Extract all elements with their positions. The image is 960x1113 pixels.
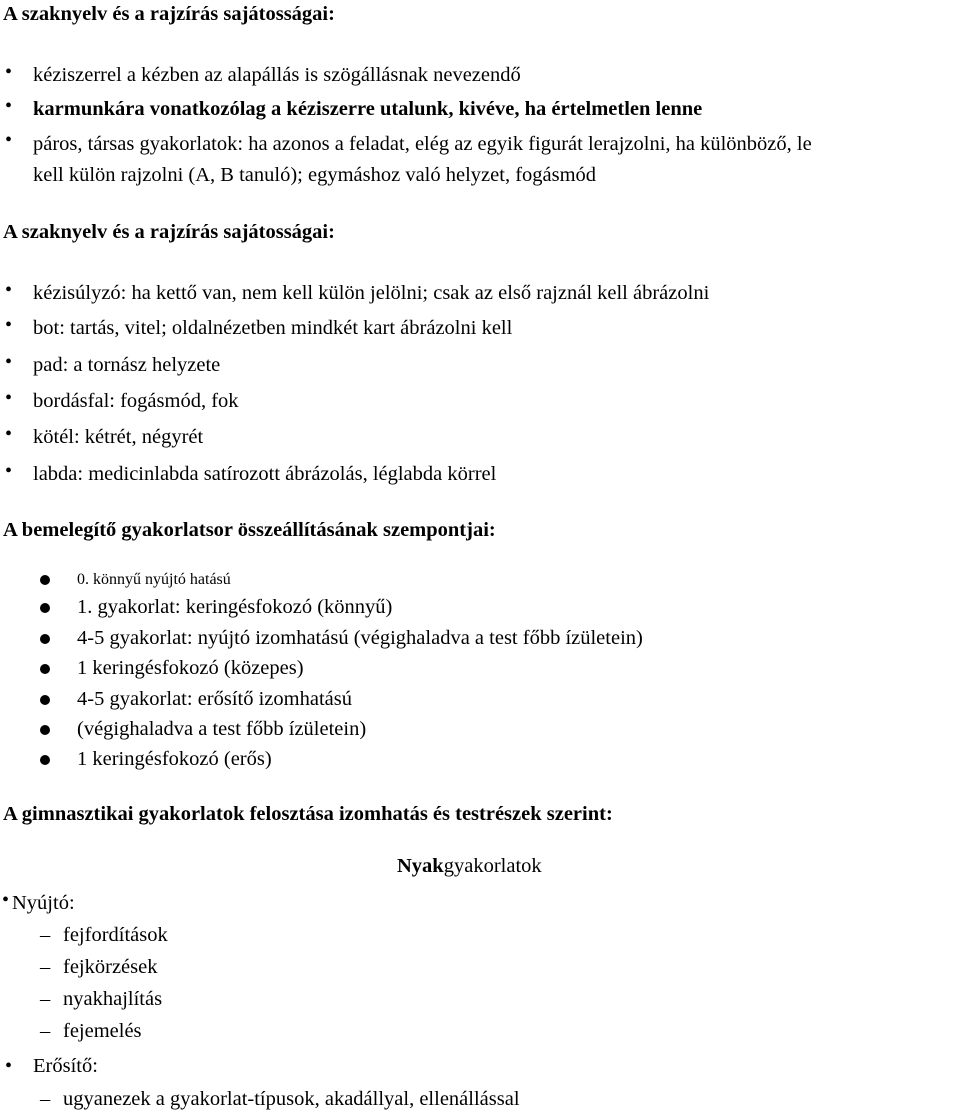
list-item: kötél: kétrét, négyrét	[33, 426, 204, 448]
bullet-icon	[40, 603, 50, 613]
bullet-icon: •	[5, 279, 13, 301]
bullet-icon: •	[5, 351, 13, 373]
bullet-icon: •	[5, 423, 13, 445]
bullet-icon	[40, 575, 50, 585]
section2-heading: A szaknyelv és a rajzírás sajátosságai:	[3, 221, 335, 243]
section3-heading: A bemelegítő gyakorlatsor összeállításának szempontjai:	[3, 519, 496, 541]
list-item: páros, társas gyakorlatok: ha azonos a feladat, elég az egyik figurát lerajzolni, ha különböző, le	[33, 133, 812, 155]
dash-icon: –	[40, 1088, 51, 1110]
bullet-icon: •	[5, 1055, 13, 1077]
list-item: karmunkára vonatkozólag a kéziszerre utalunk, kivéve, ha értelmetlen lenne	[33, 98, 703, 120]
list-item: fejemelés	[63, 1020, 142, 1042]
bullet-icon	[40, 755, 50, 765]
bullet-icon	[40, 634, 50, 644]
list-item: labda: medicinlabda satírozott ábrázolás, léglabda körrel	[33, 463, 497, 485]
list-item: 4-5 gyakorlat: erősítő izomhatású	[77, 688, 352, 710]
bullet-icon: •	[2, 889, 10, 911]
list-item: pad: a tornász helyzete	[33, 354, 221, 376]
list-item: 4-5 gyakorlat: nyújtó izomhatású (végighaladva a test főbb ízületein)	[77, 627, 643, 649]
subsection-title	[397, 854, 542, 878]
list-item: 0. könnyű nyújtó hatású	[77, 571, 231, 588]
list-item: 1 keringésfokozó (erős)	[77, 748, 272, 770]
dash-icon: –	[40, 1020, 51, 1042]
list-item-continuation: kell külön rajzolni (A, B tanuló); egymáshoz való helyzet, fogásmód	[33, 164, 597, 186]
list-item: nyakhajlítás	[63, 988, 163, 1010]
list-item: fejkörzések	[63, 956, 158, 978]
subsection-title-rest: gyakorlatok	[443, 855, 542, 877]
bullet-icon	[40, 695, 50, 705]
list-item: 1. gyakorlat: keringésfokozó (könnyű)	[77, 596, 393, 618]
bullet-icon: •	[5, 314, 13, 336]
subsection-title-bold: Nyak	[397, 855, 444, 877]
list-item: kéziszerrel a kézben az alapállás is szögállásnak nevezendő	[33, 64, 521, 86]
section1-heading: A szaknyelv és a rajzírás sajátosságai:	[3, 3, 335, 25]
dash-icon: –	[40, 988, 51, 1010]
bullet-icon	[40, 725, 50, 735]
list-item: bordásfal: fogásmód, fok	[33, 390, 239, 412]
dash-icon: –	[40, 956, 51, 978]
list-item: 1 keringésfokozó (közepes)	[77, 657, 304, 679]
bullet-icon: •	[5, 95, 13, 117]
group-label: Erősítő:	[33, 1055, 98, 1077]
list-item: fejfordítások	[63, 924, 168, 946]
group-label: Nyújtó:	[12, 892, 75, 914]
list-item: kézisúlyzó: ha kettő van, nem kell külön jelölni; csak az első rajznál kell ábrázolni	[33, 282, 710, 304]
bullet-icon: •	[5, 387, 13, 409]
bullet-icon: •	[5, 61, 13, 83]
list-item: (végighaladva a test főbb ízületein)	[77, 718, 367, 740]
bullet-icon	[40, 664, 50, 674]
bullet-icon: •	[5, 460, 13, 482]
dash-icon: –	[40, 924, 51, 946]
list-item: ugyanezek a gyakorlat-típusok, akadállyal, ellenállással	[63, 1088, 520, 1110]
bullet-icon: •	[5, 129, 13, 151]
section4-heading: A gimnasztikai gyakorlatok felosztása izomhatás és testrészek szerint:	[3, 803, 613, 825]
list-item: bot: tartás, vitel; oldalnézetben mindkét kart ábrázolni kell	[33, 317, 513, 339]
